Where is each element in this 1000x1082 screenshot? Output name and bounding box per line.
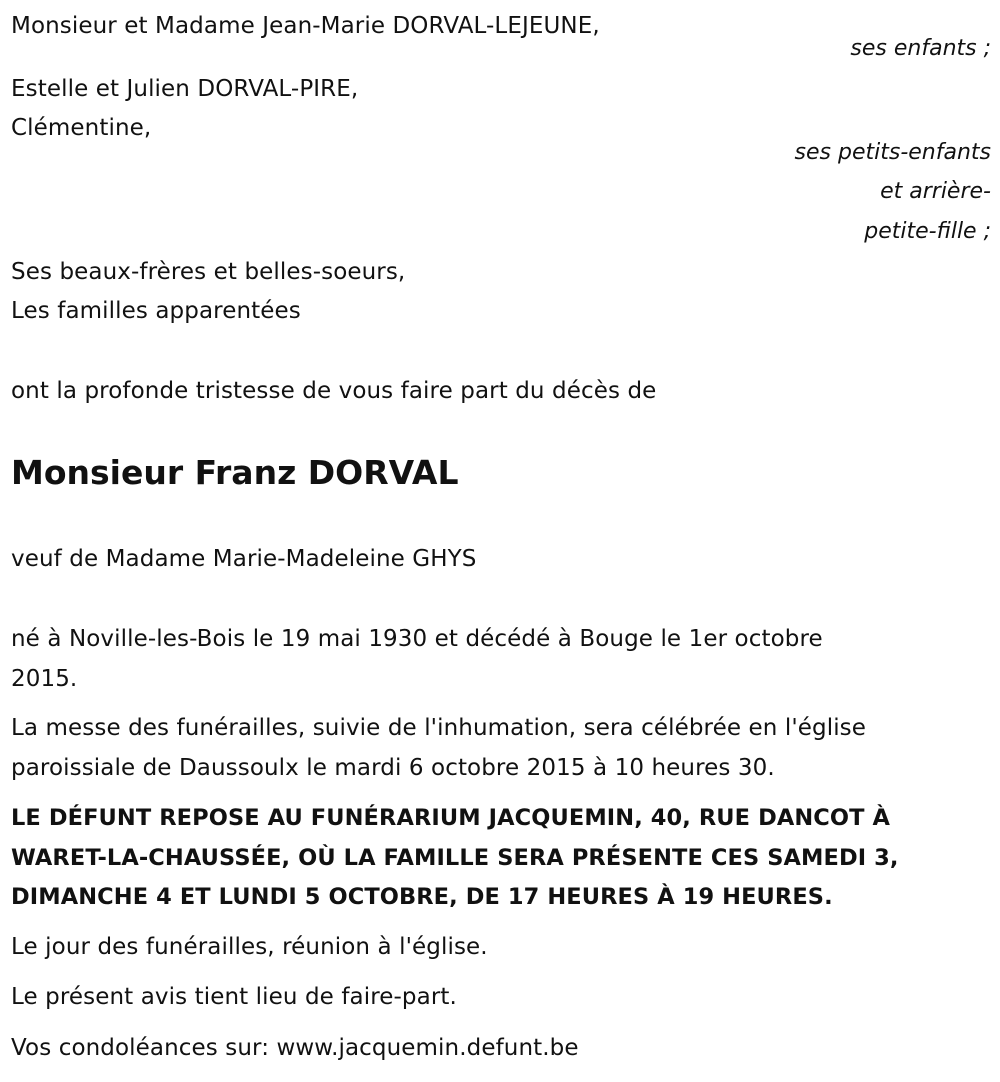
spouse-line: veuf de Madame Marie-Madeleine GHYS xyxy=(11,546,477,572)
announcement: ont la profonde tristesse de vous faire part du décès de xyxy=(11,378,657,404)
grandchildren-role-line3: petite-fille ; xyxy=(864,219,991,244)
children-role: ses enfants ; xyxy=(850,36,991,61)
birth-death-line1: né à Noville-les-Bois le 19 mai 1930 et décédé à Bouge le 1er octobre xyxy=(11,626,823,652)
deceased-name: Monsieur Franz DORVAL xyxy=(11,453,459,492)
great-grandchild-name: Clémentine, xyxy=(11,115,152,141)
mass-line2: paroissiale de Daussoulx le mardi 6 octobre 2015 à 10 heures 30. xyxy=(11,755,775,781)
condolences-line: Vos condoléances sur: www.jacquemin.defunt.be xyxy=(11,1035,579,1061)
birth-death-line2: 2015. xyxy=(11,666,78,692)
grandchildren-names: Estelle et Julien DORVAL-PIRE, xyxy=(11,76,359,102)
grandchildren-role-line1: ses petits-enfants xyxy=(794,140,991,165)
grandchildren-role-line2: et arrière- xyxy=(880,179,991,204)
repose-line2: WARET-LA-CHAUSSÉE, OÙ LA FAMILLE SERA PRÉSENTE CES SAMEDI 3, xyxy=(11,845,899,871)
meeting-line: Le jour des funérailles, réunion à l'église. xyxy=(11,934,488,960)
notice-line: Le présent avis tient lieu de faire-part. xyxy=(11,984,457,1010)
repose-line1: LE DÉFUNT REPOSE AU FUNÉRARIUM JACQUEMIN, 40, RUE DANCOT À xyxy=(11,805,891,831)
repose-line3: DIMANCHE 4 ET LUNDI 5 OCTOBRE, DE 17 HEURES À 19 HEURES. xyxy=(11,884,833,910)
families-line: Les familles apparentées xyxy=(11,298,301,324)
mass-line1: La messe des funérailles, suivie de l'inhumation, sera célébrée en l'église xyxy=(11,715,867,741)
children-names: Monsieur et Madame Jean-Marie DORVAL-LEJEUNE, xyxy=(11,13,600,39)
inlaws-line: Ses beaux-frères et belles-soeurs, xyxy=(11,259,406,285)
